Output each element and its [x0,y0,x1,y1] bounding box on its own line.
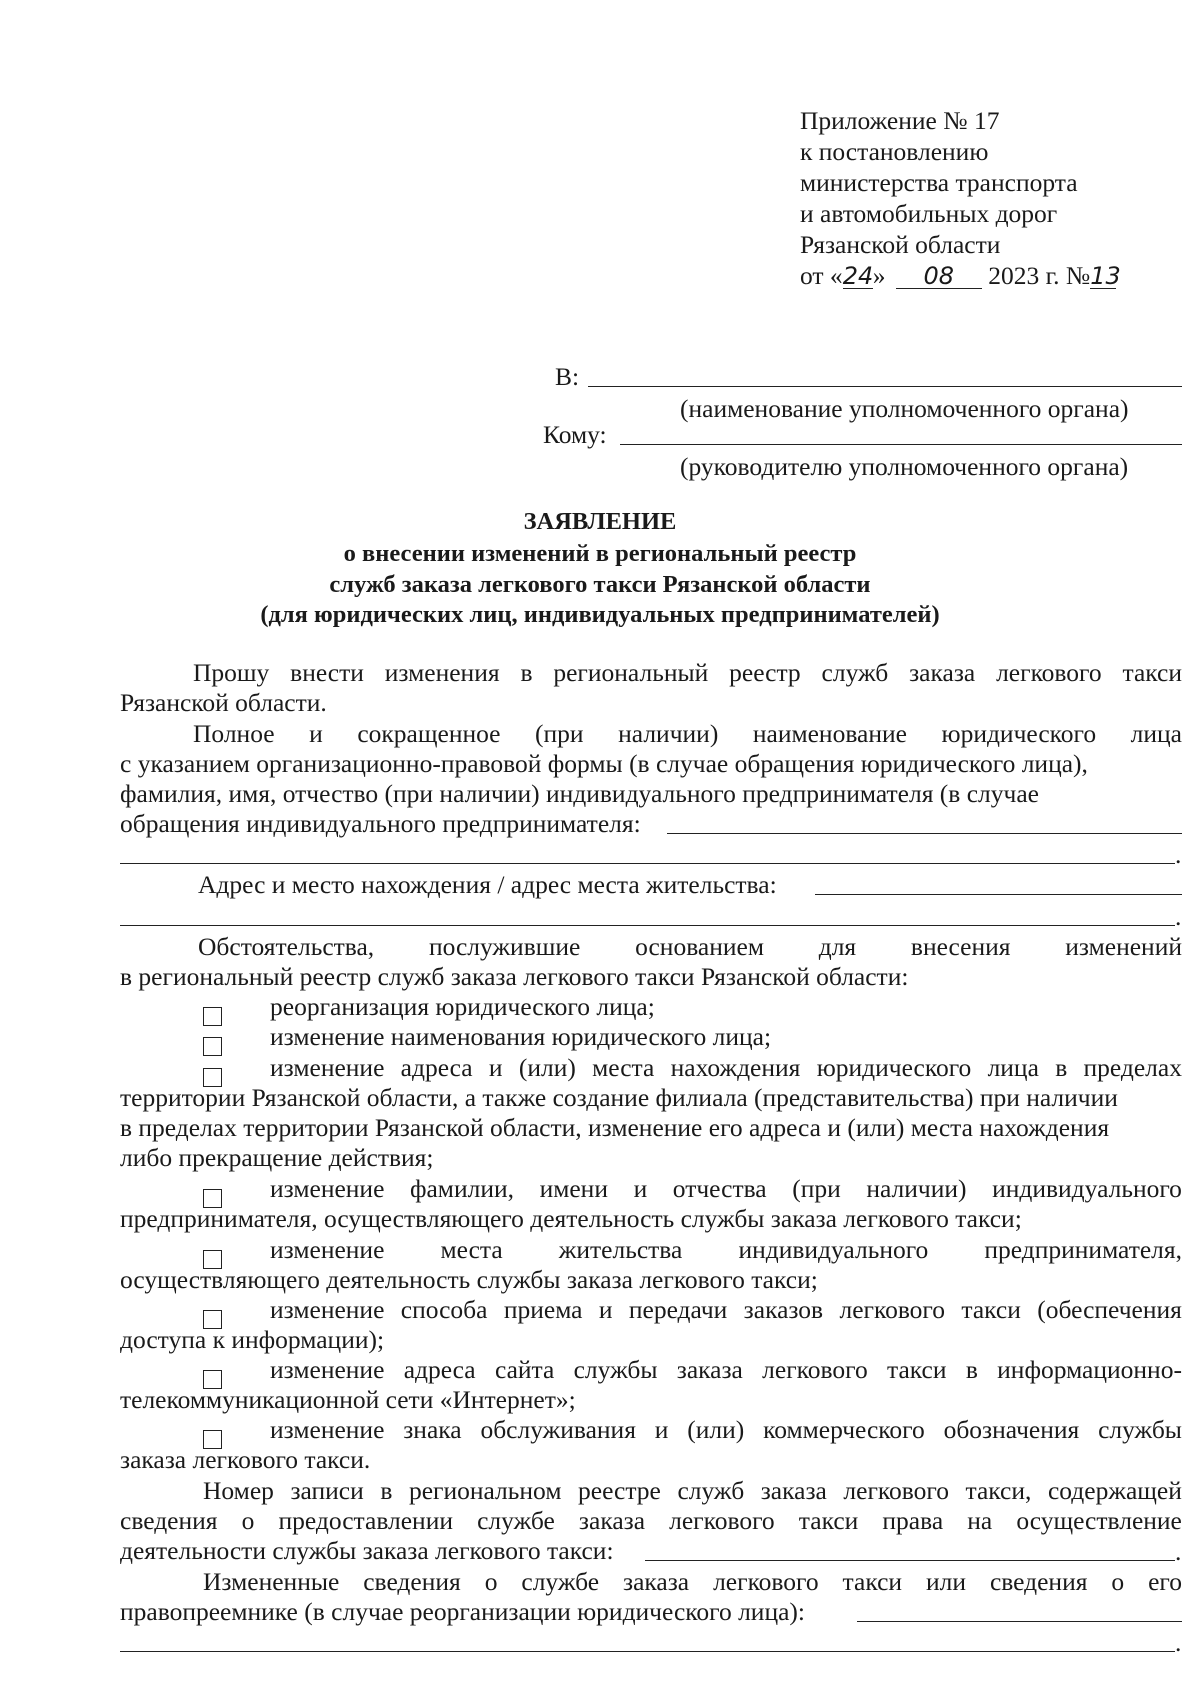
whom-label: Кому: [543,420,607,449]
word: служб [821,658,889,687]
word: наличии) [618,719,719,748]
option-text: территории Рязанской области, а также создание филиала (представительства) при наличии [120,1083,1118,1112]
word: места [440,1235,503,1264]
word: индивидуального [992,1174,1182,1203]
word: (или) [687,1415,745,1444]
option-text [270,1053,1182,1083]
word: приема [503,1295,583,1324]
option-text: доступа к информации); [120,1325,385,1354]
option-text: предпринимателя, осуществляющего деятельность службы заказа легкового такси; [120,1204,1022,1233]
option-text: в пределах территории Рязанской области, изменение его адреса и (или) места нахождения [120,1113,1110,1142]
option-text [270,1415,1182,1445]
period: . [1175,1628,1182,1657]
record-text-line: деятельности службы заказа легкового такси: [120,1536,614,1565]
word: информационно- [997,1355,1182,1384]
name-text-line: фамилия, имя, отчество (при наличии) индивидуального предпринимателя (в случае [120,779,1039,808]
appendix-line: министерства транспорта [800,168,1078,197]
word: наличии) [866,1174,967,1203]
word: реестр [729,658,801,687]
option-text: осуществляющего деятельность службы заказа легкового такси; [120,1265,818,1294]
word: (при [792,1174,841,1203]
word: способа [400,1295,488,1324]
grounds-text-line: в региональный реестр служб заказа легкового такси Рязанской области: [120,962,909,991]
word: (при [535,719,584,748]
word: адреса [403,1355,476,1384]
word: коммерческого [763,1415,925,1444]
word: Номер [203,1476,274,1505]
word: наименование [752,719,907,748]
appendix-line: Рязанской области [800,230,1001,259]
word: региональный [553,658,709,687]
word: заказов [743,1295,824,1324]
document-subtitle: (для юридических лиц, индивидуальных предпринимателей) [260,601,940,628]
word: в [520,658,533,687]
word: места [592,1053,655,1082]
word: и [654,1415,669,1444]
word: служб [677,1476,745,1505]
document-subtitle: о внесении изменений в региональный реестр [343,540,857,567]
word: и [488,1053,503,1082]
word: Полное [193,719,275,748]
word: записи [290,1476,364,1505]
appendix-block [800,105,1121,292]
word: содержащей [1047,1476,1182,1505]
word: изменения [384,658,500,687]
address-input-line[interactable] [815,894,1182,895]
checkbox[interactable] [203,1002,222,1032]
name-input-line[interactable] [667,833,1182,834]
changed-input-line[interactable] [857,1621,1182,1622]
word: имени [539,1174,608,1203]
word: сокращенное [357,719,501,748]
word: в [965,1355,978,1384]
word: службы [1098,1415,1182,1444]
grounds-text-line [198,932,1182,962]
word: такси, [965,1476,1032,1505]
word: жительства [558,1235,683,1264]
period: . [1175,840,1182,869]
word: лица [1130,719,1182,748]
word: отчества [672,1174,767,1203]
word: нахождения [670,1053,801,1082]
word: адреса [400,1053,473,1082]
name-text-line: с указанием организационно-правовой формы (в случае обращения юридического лица), [120,749,1088,778]
appendix-line: Приложение № 17 [800,106,1000,135]
word: в [380,1476,393,1505]
word: на [967,1506,993,1535]
word: предоставлении [278,1506,453,1535]
word: заказа [676,1355,743,1384]
word: легкового [843,1476,949,1505]
word: в [1055,1053,1068,1082]
to-caption: (наименование уполномоченного органа) [680,394,1129,423]
appendix-date-line: от «24 » 08 2023 г. №13 [800,261,1121,290]
word: легкового [839,1295,946,1324]
word: фамилии, [409,1174,514,1203]
word: и [309,719,323,748]
changed-input-line-2[interactable] [120,1651,1175,1652]
word: региональном [408,1476,562,1505]
option-text [270,1235,1182,1265]
word: юридического [941,719,1097,748]
word: основанием [635,932,764,961]
to-label: В: [555,362,580,391]
word: сведения [989,1567,1088,1596]
option-text: заказа легкового такси. [120,1445,371,1474]
word: юридического [816,1053,972,1082]
word: о [241,1506,255,1535]
document-subtitle: служб заказа легкового такси Рязанской области [329,571,871,598]
word: заказа [909,658,976,687]
record-input-line[interactable] [645,1560,1175,1561]
checkbox[interactable] [203,1032,222,1062]
word: для [818,932,857,961]
word: такси [1122,658,1182,687]
word: и [598,1295,613,1324]
appendix-line: к постановлению [800,137,989,166]
word: такси [842,1567,903,1596]
name-text-line [193,719,1182,749]
word: Обстоятельства, [198,932,375,961]
word: передачи [628,1295,728,1324]
word: послужившие [428,932,581,961]
period: . [1175,902,1182,931]
word: легкового [996,658,1102,687]
word: лица [987,1053,1039,1082]
whom-input-line[interactable] [620,444,1182,445]
word: его [1148,1567,1182,1596]
name-text-line: обращения индивидуального предпринимателя: [120,809,641,838]
word: такси [798,1506,859,1535]
month-field[interactable]: 08 [896,261,982,292]
request-text-line [193,658,1182,688]
word: изменений [1065,932,1182,961]
period: . [1175,1537,1182,1566]
address-label: Адрес и место нахождения / адрес места жительства: [198,870,777,899]
word: легкового [762,1355,868,1384]
option-text: реорганизация юридического лица; [270,992,655,1021]
word: такси [887,1355,947,1384]
changed-text-line: правопреемнике (в случае реорганизации юридического лица): [120,1597,805,1626]
word: изменение [270,1174,385,1203]
word: права [882,1506,944,1535]
word: осуществление [1016,1506,1182,1535]
number-field[interactable]: 13 [1090,262,1121,290]
word: такси [961,1295,1021,1324]
word: индивидуального [738,1235,929,1264]
word: Измененные [203,1567,340,1596]
word: службы [573,1355,658,1384]
name-input-line-2[interactable] [120,863,1175,864]
option-text [270,1355,1182,1385]
word: службе [477,1506,555,1535]
option-text: изменение наименования юридического лица; [270,1022,772,1051]
word: внести [290,658,364,687]
option-text [270,1295,1182,1325]
word: обслуживания [480,1415,636,1444]
word: службе [521,1567,600,1596]
word: и [633,1174,648,1203]
to-input-line[interactable] [588,386,1182,387]
word: пределах [1083,1053,1182,1082]
word: изменение [270,1355,385,1384]
word: Прошу [193,658,270,687]
word: изменение [270,1235,385,1264]
changed-text-line [203,1567,1182,1597]
word: заказа [578,1506,646,1535]
word: легкового [713,1567,819,1596]
appendix-line: и автомобильных дорог [800,199,1058,228]
word: обозначения [943,1415,1080,1444]
word: изменение [270,1053,385,1082]
option-text: телекоммуникационной сети «Интернет»; [120,1385,576,1414]
request-text-line: Рязанской области. [120,688,327,717]
word: сведения [120,1506,218,1535]
whom-caption: (руководителю уполномоченного органа) [680,452,1129,481]
word: о [1111,1567,1125,1596]
word: (обеспечения [1037,1295,1182,1324]
word: о [484,1567,498,1596]
word: реестре [578,1476,661,1505]
word: сведения [363,1567,461,1596]
word: заказа [623,1567,690,1596]
option-text [270,1174,1182,1204]
word: знака [403,1415,462,1444]
word: сайта [494,1355,555,1384]
day-field[interactable]: 24 [842,262,874,290]
word: или [925,1567,967,1596]
word: изменение [270,1415,385,1444]
word: (или) [518,1053,576,1082]
word: легкового [669,1506,775,1535]
word: изменение [270,1295,385,1324]
address-input-line-2[interactable] [120,925,1175,926]
record-text-line [203,1476,1182,1506]
record-text-line [120,1506,1182,1536]
option-text: либо прекращение действия; [120,1143,434,1172]
word: внесения [910,932,1011,961]
word: предпринимателя, [984,1235,1182,1264]
word: заказа [760,1476,827,1505]
document-title: ЗАЯВЛЕНИЕ [523,508,677,535]
